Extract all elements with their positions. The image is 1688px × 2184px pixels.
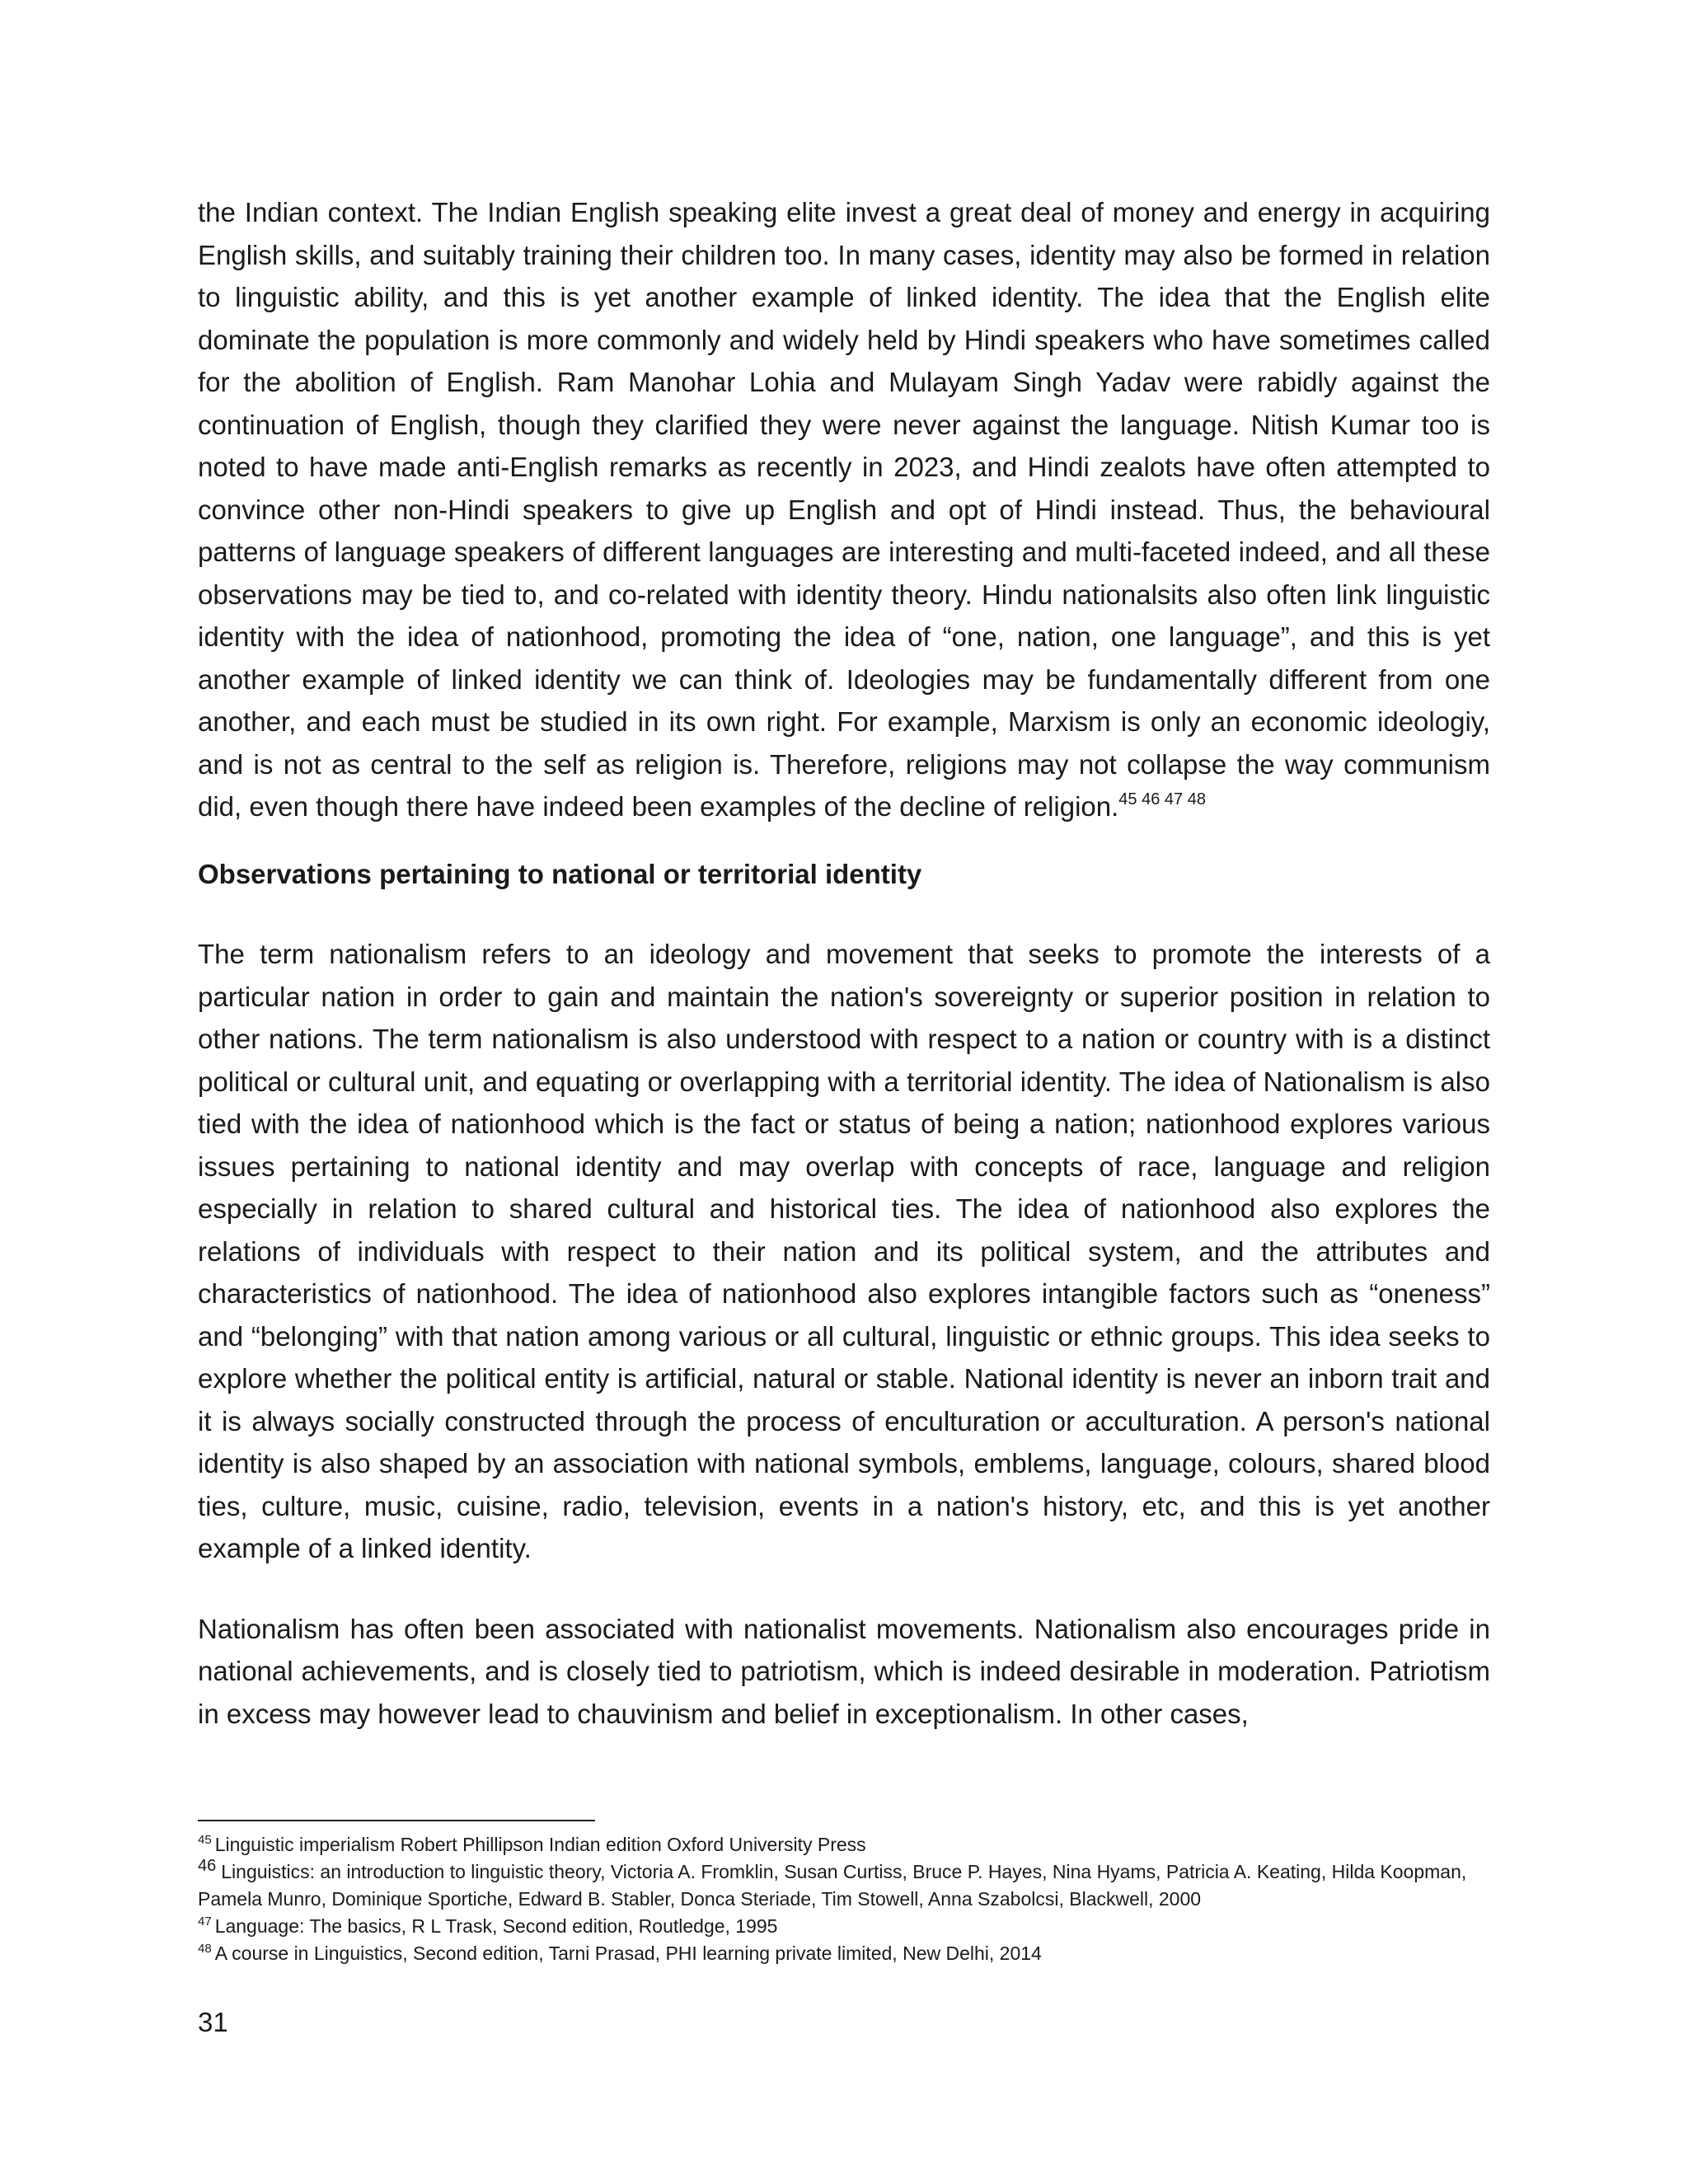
paragraph-1-text: the Indian context. The Indian English speaking elite invest a great deal of money and energy in acquiring English skills, and suitably training their children too. In many cases, identity may also be formed in relation to linguistic ability, and this is yet another example of linked identity. The idea that the English elite dominate the population is more commonly and widely held by Hindi speakers who have sometimes called for the abolition of English. Ram Manohar Lohia and Mulayam Singh Yadav were rabidly against the continuation of English, though they clarified they were never against the language. Nitish Kumar too is noted to have made anti-English remarks as recently in 2023, and Hindi zealots have often attempted to convince other non-Hindi speakers to give up English and opt of Hindi instead. Thus, the behavioural patterns of language speakers of different languages are interesting and multi-faceted indeed, and all these observations may be tied to, and co-related with identity theory. Hindu nationalsits also often link linguistic identity with the idea of nationhood, promoting the idea of “one, nation, one language”, and this is yet another example of linked identity we can think of. Ideologies may be fundamentally different from one another, and each must be studied in its own right. For example, Marxism is only an economic ideologiy, and is not as central to the self as religion is. Therefore, religions may not collapse the way communism did, even though there have indeed been examples of the decline of religion. bbox=[198, 197, 1490, 822]
footnote-separator bbox=[198, 1820, 595, 1821]
footnote-number: 48 bbox=[198, 1942, 212, 1956]
section-heading: Observations pertaining to national or territorial identity bbox=[198, 858, 922, 889]
footnote-references: 45 46 47 48 bbox=[1118, 790, 1206, 808]
footnote-text: Linguistics: an introduction to linguistic theory, Victoria A. Fromklin, Susan Curtiss, Bruce P. Hayes, Nina Hyams, Patricia A. Keating, Hilda Koopman, Pamela Munro, Dominique Sportiche, Edward B. Stabler, Donca Steriade, Tim Stowell, Anna Szabolcsi, Blackwell, 2000 bbox=[198, 1861, 1467, 1910]
footnote-number: 46 bbox=[198, 1857, 217, 1875]
footnote-45 bbox=[198, 1831, 1490, 1858]
body-paragraph-3: Nationalism has often been associated with nationalist movements. Nationalism also encourages pride in national achievements, and is closely tied to patriotism, which is indeed desirable in moderation. Patriotism in excess may however lead to chauvinism and belief in exceptionalism. In other cases, bbox=[198, 1613, 1490, 1729]
body-paragraph-2: The term nationalism refers to an ideology and movement that seeks to promote the interests of a particular nation in order to gain and maintain the nation's sovereignty or superior position in relation to other nations. The term nationalism is also understood with respect to a nation or country with is a distinct political or cultural unit, and equating or overlapping with a territorial identity. The idea of Nationalism is also tied with the idea of nationhood which is the fact or status of being a nation; nationhood explores various issues pertaining to national identity and may overlap with concepts of race, language and religion especially in relation to shared cultural and historical ties. The idea of nationhood also explores the relations of individuals with respect to their nation and its political system, and the attributes and characteristics of nationhood. The idea of nationhood also explores intangible factors such as “oneness” and “belonging” with that nation among various or all cultural, linguistic or ethnic groups. This idea seeks to explore whether the political entity is artificial, natural or stable. National identity is never an inborn trait and it is always socially constructed through the process of enculturation or acculturation. A person's national identity is also shaped by an association with national symbols, emblems, language, colours, shared blood ties, culture, music, cuisine, radio, television, events in a nation's history, etc, and this is yet another example of a linked identity. bbox=[198, 939, 1490, 1563]
footnote-48 bbox=[198, 1940, 1490, 1967]
page-number: 31 bbox=[198, 2007, 228, 2037]
footnote-46 bbox=[198, 1858, 1490, 1913]
footnote-number: 47 bbox=[198, 1915, 212, 1929]
footnote-text: Language: The basics, R L Trask, Second edition, Routledge, 1995 bbox=[214, 1915, 778, 1937]
footnote-text: Linguistic imperialism Robert Phillipson Indian edition Oxford University Press bbox=[214, 1834, 866, 1855]
footnote-text: A course in Linguistics, Second edition, Tarni Prasad, PHI learning private limited, New Delhi, 2014 bbox=[214, 1943, 1042, 1964]
footnote-47 bbox=[198, 1913, 1490, 1940]
footnote-number: 45 bbox=[198, 1833, 212, 1847]
footnotes bbox=[198, 1831, 1490, 1967]
body-paragraph-1 bbox=[198, 191, 1490, 828]
page-body bbox=[198, 191, 1490, 1735]
